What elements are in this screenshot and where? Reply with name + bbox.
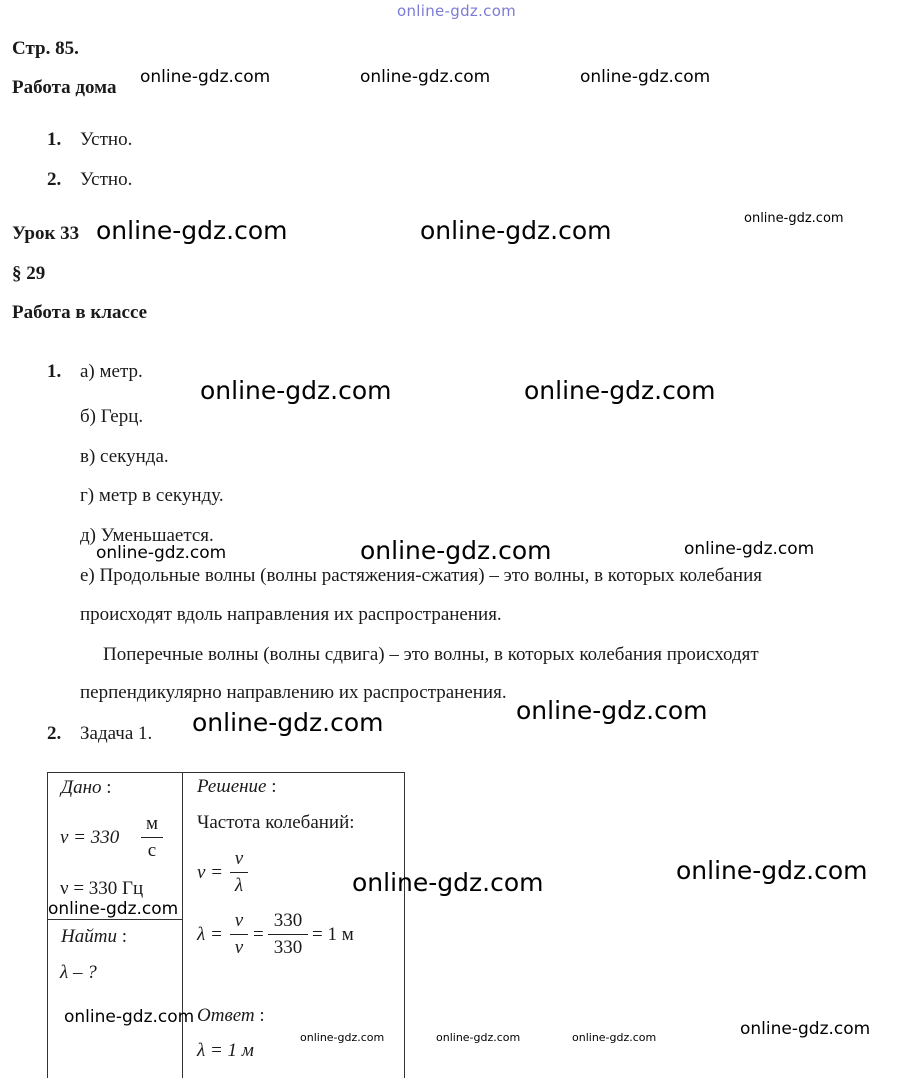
class-item-number: 2. bbox=[47, 723, 62, 744]
table-border-top bbox=[47, 772, 405, 773]
class-work-title: Работа в классе bbox=[12, 302, 148, 323]
answer-value: λ = 1 м bbox=[197, 1040, 254, 1061]
paragraph-number: § 29 bbox=[12, 263, 46, 284]
solution-colon: : bbox=[271, 776, 277, 797]
watermark: online-gdz.com bbox=[436, 1031, 521, 1044]
watermark: online-gdz.com bbox=[96, 543, 227, 563]
fraction-bar bbox=[268, 934, 308, 935]
answer-colon: : bbox=[259, 1005, 265, 1026]
answer-line: б) Герц. bbox=[80, 406, 144, 427]
given-velocity: v = 330 bbox=[60, 827, 120, 848]
home-section-title: Работа дома bbox=[12, 77, 117, 98]
watermark: online-gdz.com bbox=[572, 1031, 657, 1044]
home-item-number: 2. bbox=[47, 169, 62, 190]
find-label-text: Найти bbox=[61, 926, 117, 947]
answer-line: происходят вдоль направления их распространения. bbox=[80, 604, 502, 625]
watermark: online-gdz.com bbox=[524, 376, 716, 405]
given-colon: : bbox=[106, 777, 112, 798]
find-colon: : bbox=[121, 926, 127, 947]
formula2-denominator-1: ν bbox=[234, 937, 244, 958]
given-frequency: ν = 330 Гц bbox=[60, 878, 144, 899]
table-border-right bbox=[404, 772, 405, 1078]
table-divider-horizontal bbox=[47, 919, 182, 920]
formula2-numerator-2: 330 bbox=[273, 910, 303, 931]
home-item-text: Устно. bbox=[80, 169, 133, 190]
unit-denominator: с bbox=[147, 840, 157, 861]
watermark: online-gdz.com bbox=[676, 856, 868, 885]
answer-label-text: Ответ bbox=[197, 1005, 255, 1026]
given-label bbox=[61, 777, 112, 799]
table-divider-vertical bbox=[182, 772, 183, 1078]
watermark: online-gdz.com bbox=[684, 539, 815, 559]
answer-line: г) метр в секунду. bbox=[80, 485, 224, 506]
velocity-unit-fraction bbox=[141, 813, 163, 862]
watermark: online-gdz.com bbox=[300, 1031, 385, 1044]
answer-line: а) метр. bbox=[80, 361, 143, 382]
unit-numerator: м bbox=[145, 813, 159, 834]
formula1-fraction bbox=[230, 848, 248, 897]
watermark: online-gdz.com bbox=[192, 708, 384, 737]
solution-text: Частота колебаний: bbox=[197, 812, 355, 833]
watermark: online-gdz.com bbox=[360, 536, 552, 565]
find-value: λ – ? bbox=[60, 962, 97, 983]
solution-label bbox=[197, 776, 277, 798]
watermark: online-gdz.com bbox=[48, 899, 179, 919]
formula2-fraction-2 bbox=[268, 910, 308, 959]
class-item-number: 1. bbox=[47, 361, 62, 382]
formula1-lhs: ν = bbox=[197, 862, 224, 883]
watermark: online-gdz.com bbox=[360, 67, 491, 87]
formula2-lhs: λ = bbox=[197, 924, 223, 945]
fraction-bar bbox=[230, 872, 248, 873]
table-border-left bbox=[47, 772, 48, 1078]
watermark: online-gdz.com bbox=[580, 67, 711, 87]
formula2-result: = 1 м bbox=[312, 924, 354, 945]
watermark: online-gdz.com bbox=[420, 216, 612, 245]
formula2-equals: = bbox=[253, 924, 264, 945]
answer-line: в) секунда. bbox=[80, 446, 169, 467]
solution-label-text: Решение bbox=[197, 776, 267, 797]
watermark: online-gdz.com bbox=[740, 1019, 871, 1039]
fraction-bar bbox=[230, 934, 248, 935]
answer-line: перпендикулярно направлению их распространения. bbox=[80, 682, 507, 703]
formula2-fraction-1 bbox=[230, 910, 248, 959]
formula2-denominator-2: 330 bbox=[273, 937, 303, 958]
watermark: online-gdz.com bbox=[352, 868, 544, 897]
watermark: online-gdz.com bbox=[516, 696, 708, 725]
watermark: online-gdz.com bbox=[744, 211, 844, 226]
home-item-text: Устно. bbox=[80, 129, 133, 150]
answer-label bbox=[197, 1005, 265, 1027]
watermark: online-gdz.com bbox=[200, 376, 392, 405]
answer-line: д) Уменьшается. bbox=[80, 525, 214, 546]
lesson-title: Урок 33 bbox=[12, 223, 80, 244]
formula1-denominator: λ bbox=[234, 875, 244, 896]
task-title: Задача 1. bbox=[80, 723, 153, 744]
formula2-numerator-1: v bbox=[234, 910, 244, 931]
fraction-bar bbox=[141, 837, 163, 838]
answer-line: Поперечные волны (волны сдвига) – это волны, в которых колебания происходят bbox=[103, 644, 759, 665]
page-title: Стр. 85. bbox=[12, 38, 79, 59]
answer-line: е) Продольные волны (волны растяжения-сжатия) – это волны, в которых колебания bbox=[80, 565, 762, 586]
header-watermark: online-gdz.com bbox=[397, 2, 517, 20]
watermark: online-gdz.com bbox=[64, 1007, 195, 1027]
home-item-number: 1. bbox=[47, 129, 62, 150]
watermark: online-gdz.com bbox=[140, 67, 271, 87]
formula1-numerator: v bbox=[234, 848, 244, 869]
find-label bbox=[61, 926, 127, 948]
given-label-text: Дано bbox=[61, 777, 102, 798]
watermark: online-gdz.com bbox=[96, 216, 288, 245]
